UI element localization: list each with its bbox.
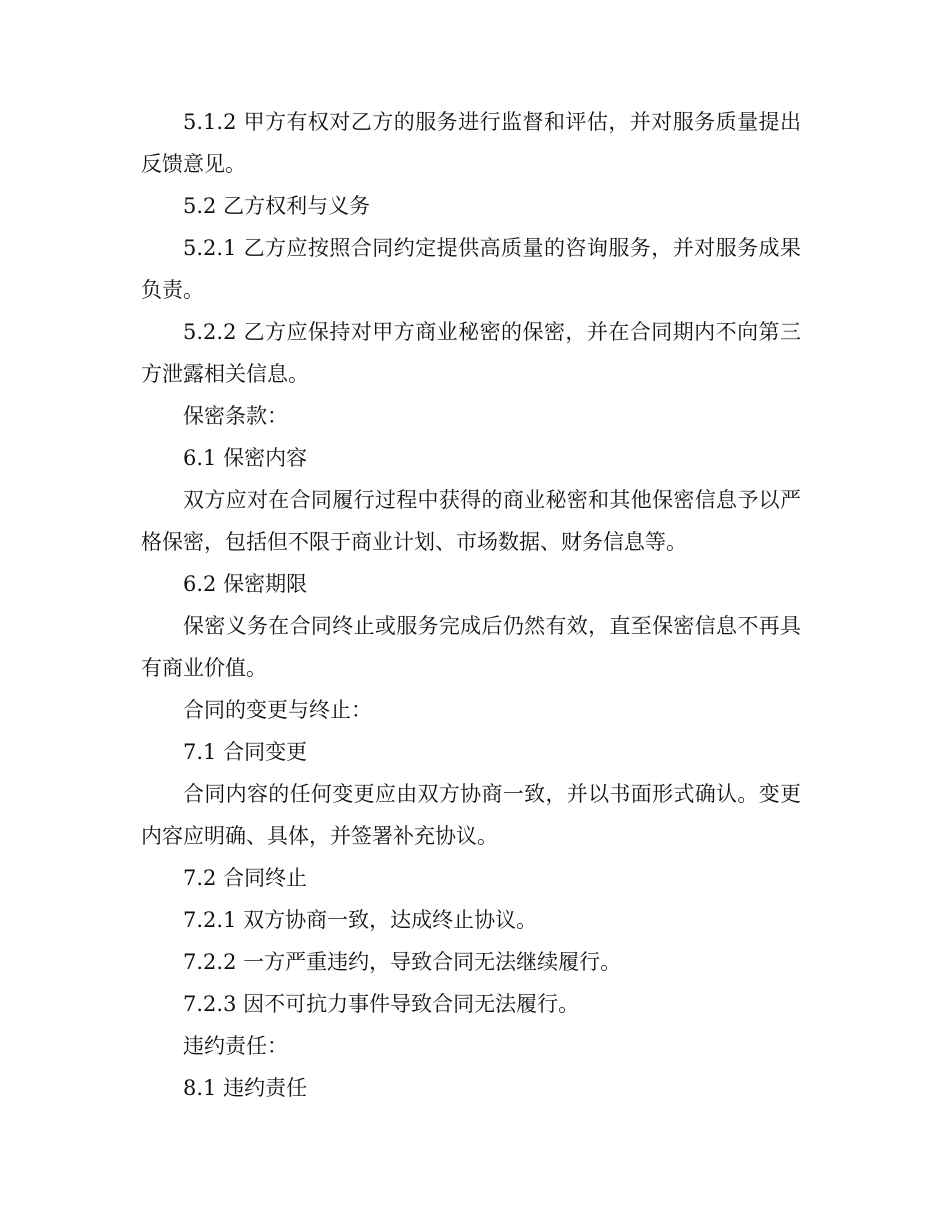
section-heading-change-termination: 合同的变更与终止： — [183, 698, 372, 722]
heading-7-1: 7.1 合同变更 — [183, 740, 308, 764]
heading-6-1: 6.1 保密内容 — [183, 446, 308, 470]
clause-7-2-2: 7.2.2 一方严重违约，导致合同无法继续履行。 — [183, 950, 622, 974]
section-heading-confidentiality: 保密条款： — [183, 404, 288, 428]
heading-5-2: 5.2 乙方权利与义务 — [183, 194, 371, 218]
heading-6-2: 6.2 保密期限 — [183, 572, 308, 596]
document-body — [141, 101, 801, 1109]
clause-7-2-3: 7.2.3 因不可抗力事件导致合同无法履行。 — [183, 992, 580, 1016]
clause-7-2-1: 7.2.1 双方协商一致，达成终止协议。 — [183, 908, 538, 932]
heading-8-1: 8.1 违约责任 — [183, 1076, 308, 1100]
section-heading-liability: 违约责任： — [183, 1034, 288, 1058]
clause-6-1-text: 双方应对在合同履行过程中获得的商业秘密和其他保密信息予以严格保密，包括但不限于商业计划、市场数据、财务信息等。 — [141, 488, 801, 554]
heading-7-2: 7.2 合同终止 — [183, 866, 308, 890]
clause-5-2-1: 5.2.1 乙方应按照合同约定提供高质量的咨询服务，并对服务成果负责。 — [141, 236, 801, 302]
clause-5-1-2: 5.1.2 甲方有权对乙方的服务进行监督和评估，并对服务质量提出反馈意见。 — [141, 110, 801, 176]
clause-5-2-2: 5.2.2 乙方应保持对甲方商业秘密的保密，并在合同期内不向第三方泄露相关信息。 — [141, 320, 801, 386]
clause-7-1-text: 合同内容的任何变更应由双方协商一致，并以书面形式确认。变更内容应明确、具体，并签署补充协议。 — [141, 782, 801, 848]
clause-6-2-text: 保密义务在合同终止或服务完成后仍然有效，直至保密信息不再具有商业价值。 — [141, 614, 801, 680]
